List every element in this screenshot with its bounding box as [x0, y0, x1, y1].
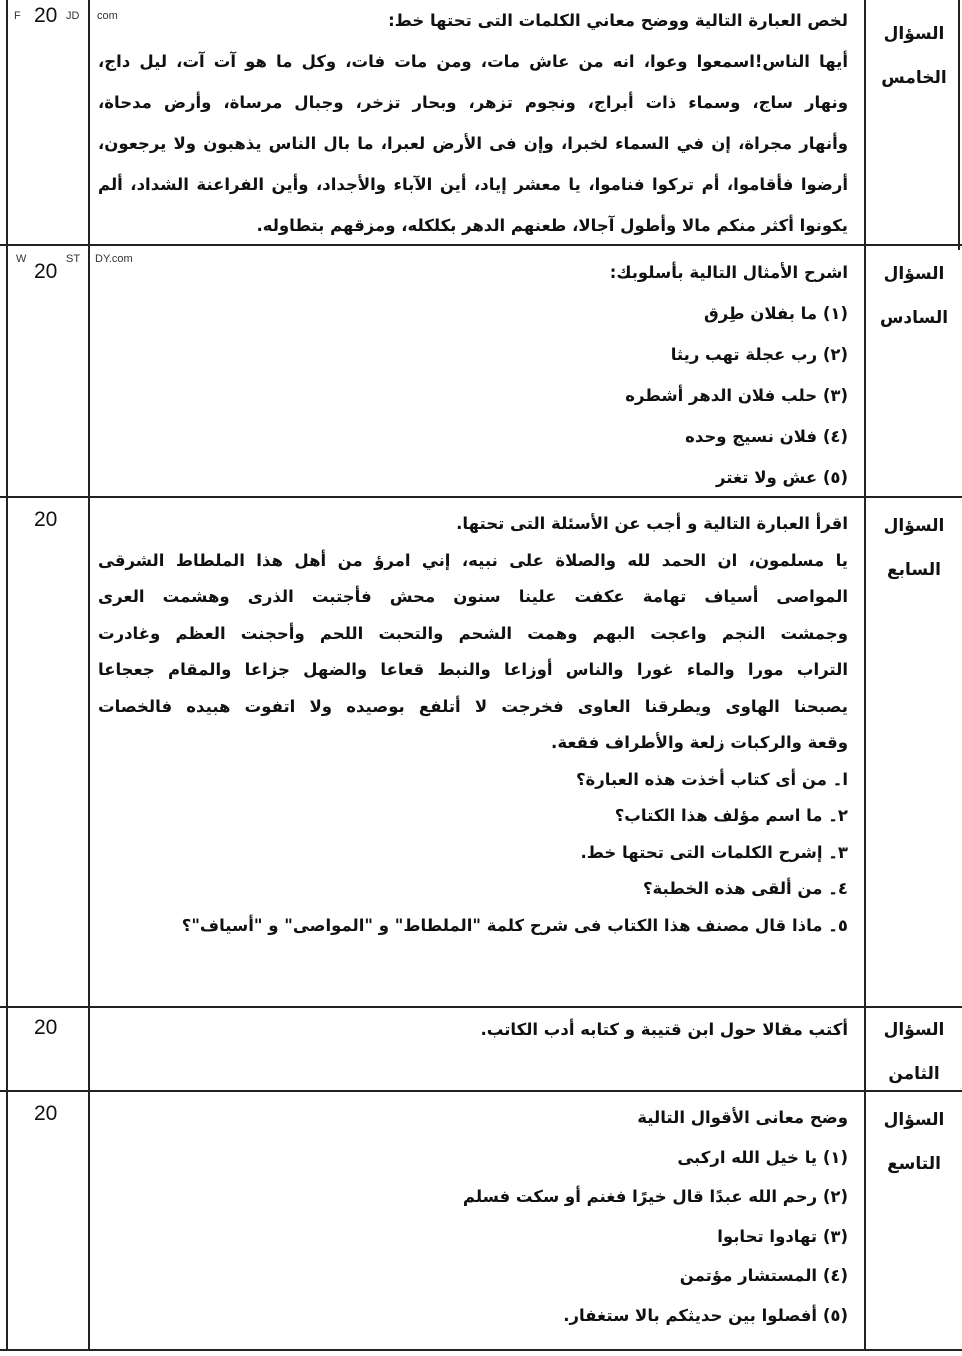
passage-line: ونهار ساج، وسماء ذات أبراج، ونجوم تزهر، وبحار تزخر، وجبال مرساة، وأرض مدحاة، [98, 93, 848, 112]
sub-question: ٥۔ ماذا قال مصنف هذا الكتاب فى شرح كلمة "الملطاط" و "المواصى" و "أسياف"؟ [181, 915, 848, 935]
question-label [868, 1098, 960, 1186]
row-divider [0, 1090, 962, 1092]
scan-artifact: JD [66, 10, 80, 22]
saying-item: (٥) أفصلوا بين حديثكم بالا ستغفار. [563, 1305, 848, 1325]
scan-artifact: com [97, 10, 118, 22]
row-divider [0, 1006, 962, 1008]
sub-question: ا۔ من أى كتاب أخذت هذه العبارة؟ [575, 769, 848, 789]
proverb-item: (٢) رب عجلة تهب ريثا [670, 345, 848, 364]
proverb-item: (٤) فلان نسيج وحده [685, 427, 848, 446]
scan-artifact: F [14, 10, 21, 22]
saying-item: (١) يا خيل الله اركبى [677, 1147, 848, 1167]
question-label-line: السؤال [883, 1110, 945, 1130]
passage-line: المواصى أسياف تهامة عكفت علينا سنون محش فأجتبت الذرى وهشمت العرى [98, 587, 848, 606]
instruction: اشرح الأمثال التالية بأسلوبك: [609, 263, 848, 282]
marks: 20 [34, 4, 58, 27]
marks: 20 [34, 260, 58, 283]
passage-line: أرضوا فأقاموا، أم تركوا فناموا، يا معشر إياد، أين الآباء والأجداد، وأين الفراعنة الشداد، ألم [98, 175, 848, 194]
instruction: لخص العبارة التالية ووضح معاني الكلمات التى تحتها خط: [388, 11, 848, 30]
passage-line: يكونوا أكثر منكم مالا وأطول آجالا، طعنهم الدهر بكلكله، ومزقهم بتطاوله. [256, 216, 848, 235]
sub-question: ٢۔ ما اسم مؤلف هذا الكتاب؟ [614, 806, 848, 825]
question-body [98, 0, 848, 246]
table-border-left [6, 0, 8, 1350]
question-label-line: الخامس [881, 68, 947, 88]
row-divider [0, 1349, 962, 1351]
question-body [98, 1012, 848, 1048]
question-label-line: السؤال [883, 516, 945, 536]
marks: 20 [34, 508, 58, 531]
question-label-line: السؤال [883, 1020, 945, 1040]
proverb-item: (١) ما بفلان طِرق [703, 304, 848, 323]
passage-line: أيها الناس!اسمعوا وعوا، انه من عاش مات، ومن مات فات، وكل ما هو آت آت، ليل داج، [98, 52, 848, 71]
saying-item: (٢) رحم الله عبدًا قال خيرًا فغنم أو سكت فسلم [462, 1187, 848, 1206]
saying-item: (٣) تهادوا تحابوا [717, 1226, 848, 1246]
question-label-line: التاسع [887, 1154, 941, 1174]
question-body [98, 506, 848, 944]
question-label-line: السؤال [883, 24, 945, 44]
proverb-item: (٥) عش ولا تغتر [715, 468, 848, 487]
proverb-item: (٣) حلب فلان الدهر أشطره [625, 386, 848, 405]
question-label [868, 504, 960, 592]
question-label-line: السادس [879, 308, 949, 328]
passage-line: وجمشت النجم واعجت البهم وهمت الشحم والتحبت اللحم وأحجنت العظم وغادرت [98, 623, 848, 643]
passage-line: وقعة والركبات زلعة والأطراف فقعة. [551, 733, 848, 752]
passage-line: التراب مورا والماء غورا والناس أوزاعا والنبط قعاعا والضهل جزاعا والمقام جعجاعا [98, 660, 848, 679]
question-label-line: الثامن [888, 1064, 940, 1084]
question-label-line: السابع [887, 560, 941, 580]
question-label [868, 12, 960, 100]
instruction: اقرأ العبارة التالية و أجب عن الأسئلة التى تحتها. [456, 514, 848, 533]
marks: 20 [34, 1016, 58, 1039]
sub-question: ٤۔ من ألقى هذه الخطبة؟ [642, 879, 848, 898]
scan-artifact: ST [66, 253, 81, 265]
sub-question: ٣۔ إشرح الكلمات التى تحتها خط. [580, 842, 848, 862]
passage-line: يصبحنا الهاوى ويطرقنا العاوى فخرجت لا أتلفع بوصيده ولا اتفوت هبيده فالخصات [98, 696, 848, 716]
column-divider-marks [88, 0, 90, 1350]
scan-artifact: W [16, 253, 27, 265]
passage-line: وأنهار مجراة، إن في السماء لخبرا، وإن فى الأرض لعبرا، ما بال الناس يذهبون ولا يرجعون، [98, 134, 848, 153]
passage-line: يا مسلمون، ان الحمد لله والصلاة على نبيه، إني امرؤ من أهل هذا الملطاط الشرقى [98, 550, 848, 570]
question-label [868, 252, 960, 340]
question-body [98, 1098, 848, 1335]
saying-item: (٤) المستشار مؤتمن [679, 1266, 848, 1285]
instruction: أكتب مقالا حول ابن قتيبة و كتابه أدب الكاتب. [480, 1020, 848, 1039]
marks: 20 [34, 1102, 58, 1125]
instruction: وضح معانى الأقوال التالية [637, 1108, 848, 1127]
question-label [868, 1008, 960, 1096]
scan-artifact: DY.com [95, 253, 133, 265]
question-body [98, 252, 848, 498]
column-divider-label [864, 0, 866, 1350]
question-label-line: السؤال [883, 264, 945, 284]
